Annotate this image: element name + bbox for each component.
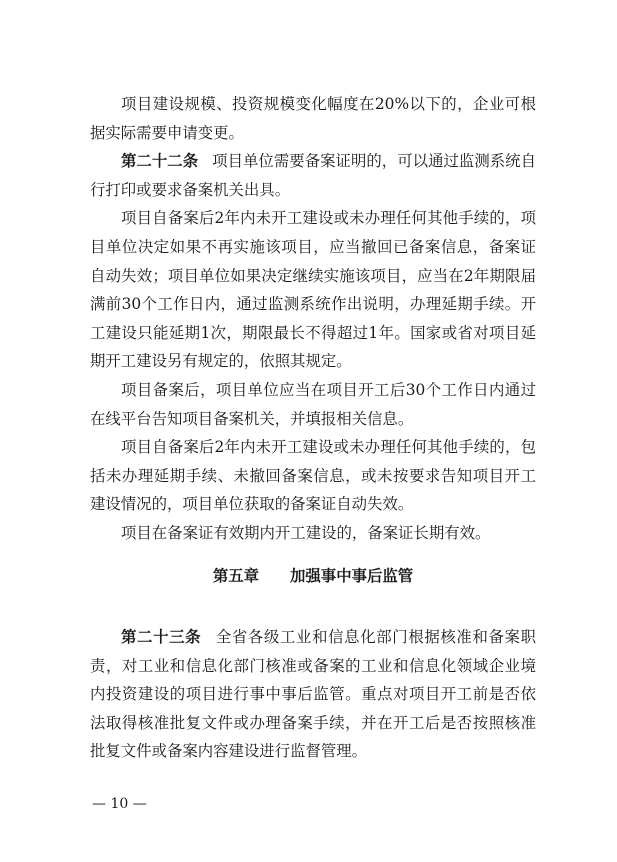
text-section-1 [90,90,536,548]
paragraph-expiry: 项目自备案后2年内未开工建设或未办理任何其他手续的，包括未办理延期手续、未撤回备案信息，或未按要求告知项目开工建设情况的，项目单位获取的备案证自动失效。 [90,438,536,514]
chapter-title: 加强事中事后监管 [290,567,414,585]
article-22-heading: 第二十二条 [121,152,199,171]
text-section-2 [90,623,536,766]
paragraph-scale-change: 项目建设规模、投资规模变化幅度在20%以下的，企业可根据实际需要申请变更。 [90,95,536,142]
article-22-text: 项目单位需要备案证明的，可以通过监测系统自行打印或要求备案机关出具。 [90,152,536,199]
chapter-number: 第五章 [212,567,260,585]
paragraph-notification: 项目备案后，项目单位应当在项目开工后30个工作日内通过在线平台告知项目备案机关，并填报相关信息。 [90,380,536,428]
article-23-text: 全省各级工业和信息化部门根据核准和备案职责，对工业和信息化部门核准或备案的工业和信息化领域企业境内投资建设的项目进行事中事后监管。重点对项目开工前是否依法取得核准批复文件或办理备案手续，并在开工后是否按照核准批复文件或备案内容建设进行监督管理。 [90,628,536,761]
chapter-heading [90,562,536,590]
paragraph-article-23 [90,623,536,766]
paragraph-validity: 项目在备案证有效期内开工建设的，备案证长期有效。 [121,523,491,542]
paragraph-extension: 项目自备案后2年内未开工建设或未办理任何其他手续的，项目单位决定如果不再实施该项目，应当撤回已备案信息，备案证自动失效；项目单位如果决定继续实施该项目，应当在2年期限届满前30个工作日内，通过监测系统作出说明，办理延期手续。开工建设只能延期1次，期限最长不得超过1年。国家或省对项目延期开工建设另有规定的，依照其规定。 [90,209,536,371]
paragraph-article-22 [90,147,536,204]
article-23-heading: 第二十三条 [121,628,202,646]
page-number: — 10 — [92,796,147,812]
